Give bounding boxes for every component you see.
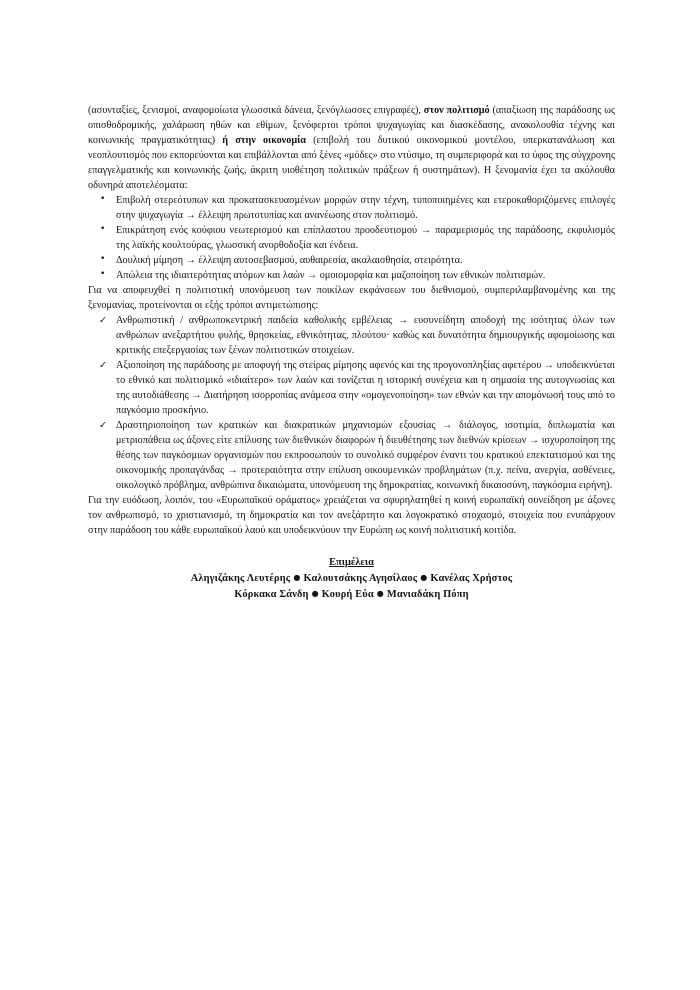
para-1-run-2: (απαξίωση της παράδοσης ως οπισθοδρομικής, χαλάρωση ηθών και εθίμων, ξενόφερτοι τρόποι ψυχαγωγίας και διασκέδασης, ανακολουθία τέχνης και κοινωνικής πραγματικότητας) <box>88 105 615 146</box>
para-1-run-1: (ασυνταξίες, ξενισμοί, αναφομοίωτα γλωσσικά δάνεια, ξενόγλωσσες επιγραφές), <box>88 105 424 116</box>
list-item: • Απώλεια της ιδιαιτερότητας ατόμων και λαών → ομοιομορφία και μαζοποίηση των εθνικών πολιτισμών. <box>88 269 615 284</box>
paragraph-conclusion: Για την ευόδωση, λοιπόν, του «Ευρωπαϊκού οράματος» χρειάζεται να σφυρηλατηθεί η κοινή ευρωπαϊκή συνείδηση με άξονες τον ανθρωπισμό, το χριστιανισμό, τη δημοκρατία και τον ανεξάρτητο και λογοκρατικό στοχασμό, στοιχεία που ενυπάρχουν στην παράδοση του κάθε ευρωπαϊκού λαού και υποδεικνύουν την Ευρώπη ως κοινή πολιτιστική κοιτίδα. <box>88 494 615 536</box>
editor-name: Μανιαδάκη Πόπη <box>386 588 469 600</box>
list-item: • Επιβολή στερεότυπων και προκατασκευασμένων μορφών στην τέχνη, τυποποιημένες και ετεροκαθοριζόμενες επιλογές στην ψυχαγωγία → έλλειψη πρωτοτυπίας και ανανέωσης στον πολιτισμό. <box>88 194 615 224</box>
editors-heading: Επιμέλεια <box>329 556 374 568</box>
editor-name: Αληγιζάκης Λευτέρης <box>190 573 291 585</box>
editors-line-1 <box>88 571 615 587</box>
editor-name: Κουρή Εύα <box>321 588 374 600</box>
para-1-bold-politismo: στον πολιτισμό <box>423 105 490 116</box>
consequences-bullet-list <box>88 194 615 284</box>
para-1-run-3: (επιβολή του δυτικού οικονομικού μοντέλου, υπερκατανάλωση και νεοπλουτισμός που εκπορεύονται και επιβάλλονται από ξένες «μόδες» στο ντύσιμο, τη συμπεριφορά και το ύφος της σύγχρονης επαγγελματικής και κοινωνικής ζωής, άκριτη υιοθέτηση πολιτικών πράξεων ή συστημάτων). Η ξενομανία έχει τα ακόλουθα οδυνηρά αποτελέσματα: <box>88 134 615 191</box>
list-item: ✓ Ανθρωπιστική / ανθρωποκεντρική παιδεία καθολικής εμβέλειας → ευσυνείδητη αποδοχή της ισότητας όλων των ανθρώπων ανεξαρτήτου φυλής, θρησκείας, εθνικότητας, πλούτου· καθώς και δυνατότητα δημιουργικής αφομοίωσης και κριτικής επεξεργασίας των ξένων πολιτιστικών στοιχείων. <box>88 314 615 359</box>
solutions-check-list <box>88 314 615 494</box>
list-item: ✓ Δραστηριοποίηση των κρατικών και διακρατικών μηχανισμών εξουσίας → διάλογος, ισοτιμία, διπλωματία και μετριοπάθεια ως άξονες είτε επίλυσης των διεθνικών διαφορών ή διευθέτησης των διεθνών κρίσεων → ισχυροποίηση της θέσης των παγκόσμιων οργανισμών που εκπροσωπούν το συνολικό συμφέρον έναντι του κρατικού επεκτατισμού και της οικονομικής προπαγάνδας → προτεραιότητα στην επίλυση οικουμενικών προβλημάτων (π.χ. πείνα, ανεργία, ασθένειες, οικολογικό πρόβλημα, ανθρώπινα δικαιώματα, υπονόμευση της δημοκρατίας, κοινωνική δικαιοσύνη, παγκόσμια ειρήνη). <box>88 419 615 494</box>
editor-name: Κανέλας Χρήστος <box>430 573 513 585</box>
list-item: • Επικράτηση ενός κούφιου νεωτερισμού και επίπλαστου προοδευτισμού → παραμερισμός της παράδοσης, εκφυλισμός της λαϊκής κουλτούρας, γλωσσική ανορθοδοξία και ένδεια. <box>88 224 615 254</box>
editors-credit-block <box>88 555 615 603</box>
bullet-separator-icon: ● <box>311 588 319 598</box>
editors-line-2 <box>88 587 615 603</box>
bullet-separator-icon: ● <box>376 588 384 598</box>
editor-name: Κόρκακα Σάνδη <box>234 588 309 600</box>
bullet-separator-icon: ● <box>293 573 301 583</box>
document-body <box>88 104 615 602</box>
list-item: ✓ Αξιοποίηση της παράδοσης με αποφυγή της στείρας μίμησης αφενός και της προγονοπληξίας αφετέρου → υποδεικνύεται το εθνικό και πολιτισμικό «ιδιαίτερο» των λαών και τονίζεται η ιστορική συνέχεια και η σημασία της αυτογνωσίας και της αυτοδιάθεσης → Διατήρηση ισορροπίας ανάμεσα στην «ομογενοποίηση» των εθνών και την απομόνωσή τους από το παγκόσμιο προσκήνιο. <box>88 359 615 419</box>
para-1-bold-oikonomia: ή στην οικονομία <box>222 134 306 146</box>
bullet-separator-icon: ● <box>420 573 428 583</box>
paragraph-intro <box>88 104 615 194</box>
list-item: • Δουλική μίμηση → έλλειψη αυτοσεβασμού, αυθαιρεσία, ακαλαισθησία, στειρότητα. <box>88 254 615 269</box>
editor-name: Καλουτσάκης Αγησίλαος <box>303 573 418 585</box>
paragraph-solutions-intro: Για να αποφευχθεί η πολιτιστική υπονόμευση των ποικίλων εκφάνσεων του διεθνισμού, συμπεριλαμβανομένης και της ξενομανίας, προτείνονται οι εξής τρόποι αντιμετώπισης: <box>88 284 615 311</box>
